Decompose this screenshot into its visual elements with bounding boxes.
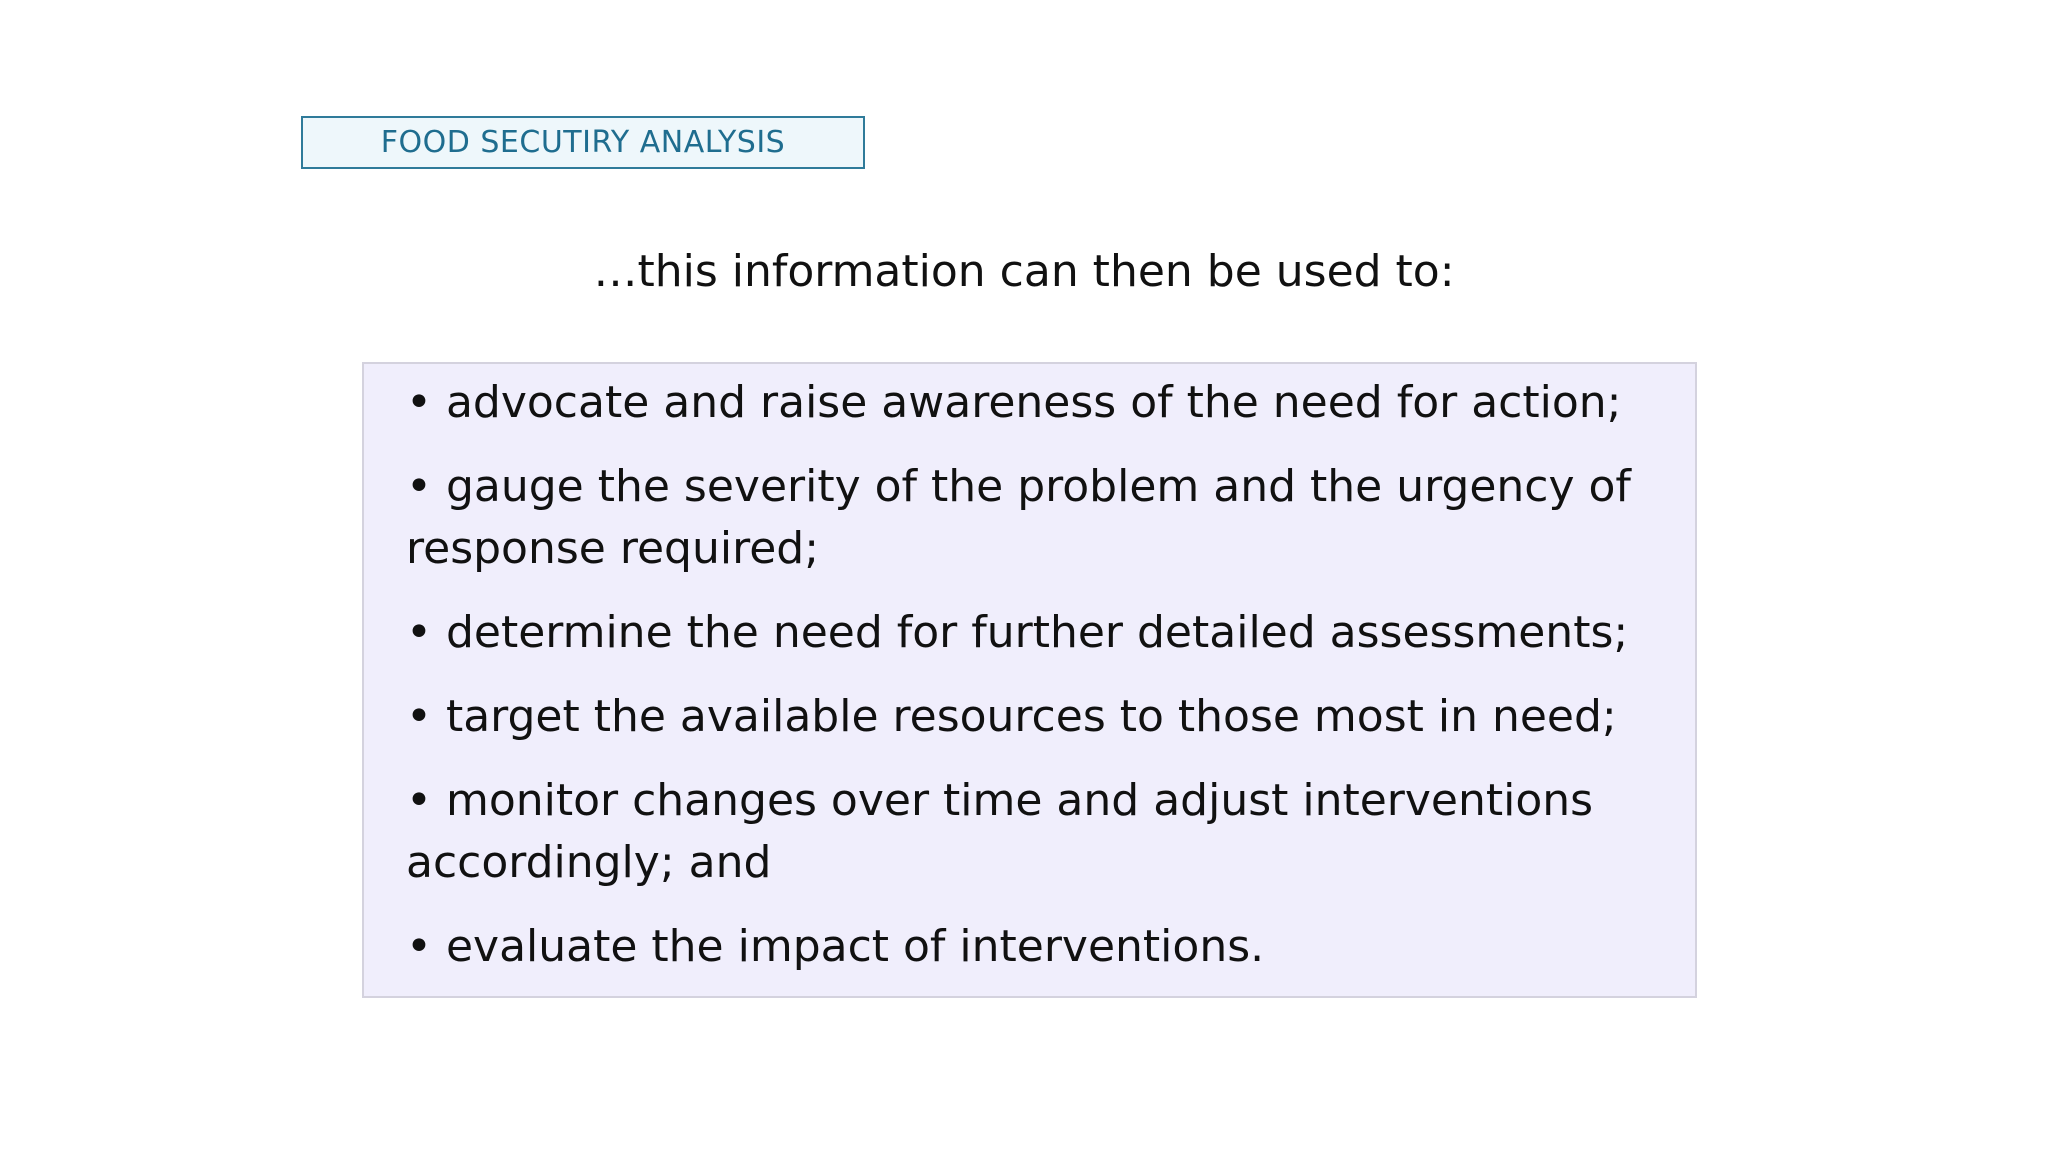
list-item-text: advocate and raise awareness of the need for action; — [445, 377, 1622, 428]
bullet-list-box — [362, 362, 1697, 998]
list-item-text: evaluate the impact of interventions. — [445, 921, 1265, 972]
subtitle-text: …this information can then be used to: — [593, 246, 1455, 297]
bullet-icon: • — [406, 691, 432, 742]
section-tag: FOOD SECUTIRY ANALYSIS — [301, 116, 865, 169]
list-item — [406, 770, 1646, 894]
list-item — [406, 456, 1646, 580]
list-item — [406, 602, 1646, 664]
list-item-text: gauge the severity of the problem and the urgency of response required; — [406, 461, 1631, 574]
list-item-text: target the available resources to those most in need; — [445, 691, 1617, 742]
list-item-text: determine the need for further detailed assessments; — [445, 607, 1629, 658]
list-item — [406, 916, 1646, 978]
list-item — [406, 686, 1646, 748]
bullet-icon: • — [406, 775, 432, 826]
bullet-icon: • — [406, 607, 432, 658]
bullet-icon: • — [406, 461, 432, 512]
list-item-text: monitor changes over time and adjust interventions accordingly; and — [406, 775, 1594, 888]
bullet-list — [406, 372, 1646, 1000]
list-item — [406, 372, 1646, 434]
bullet-icon: • — [406, 377, 432, 428]
bullet-icon: • — [406, 921, 432, 972]
slide-subtitle — [0, 240, 2048, 304]
